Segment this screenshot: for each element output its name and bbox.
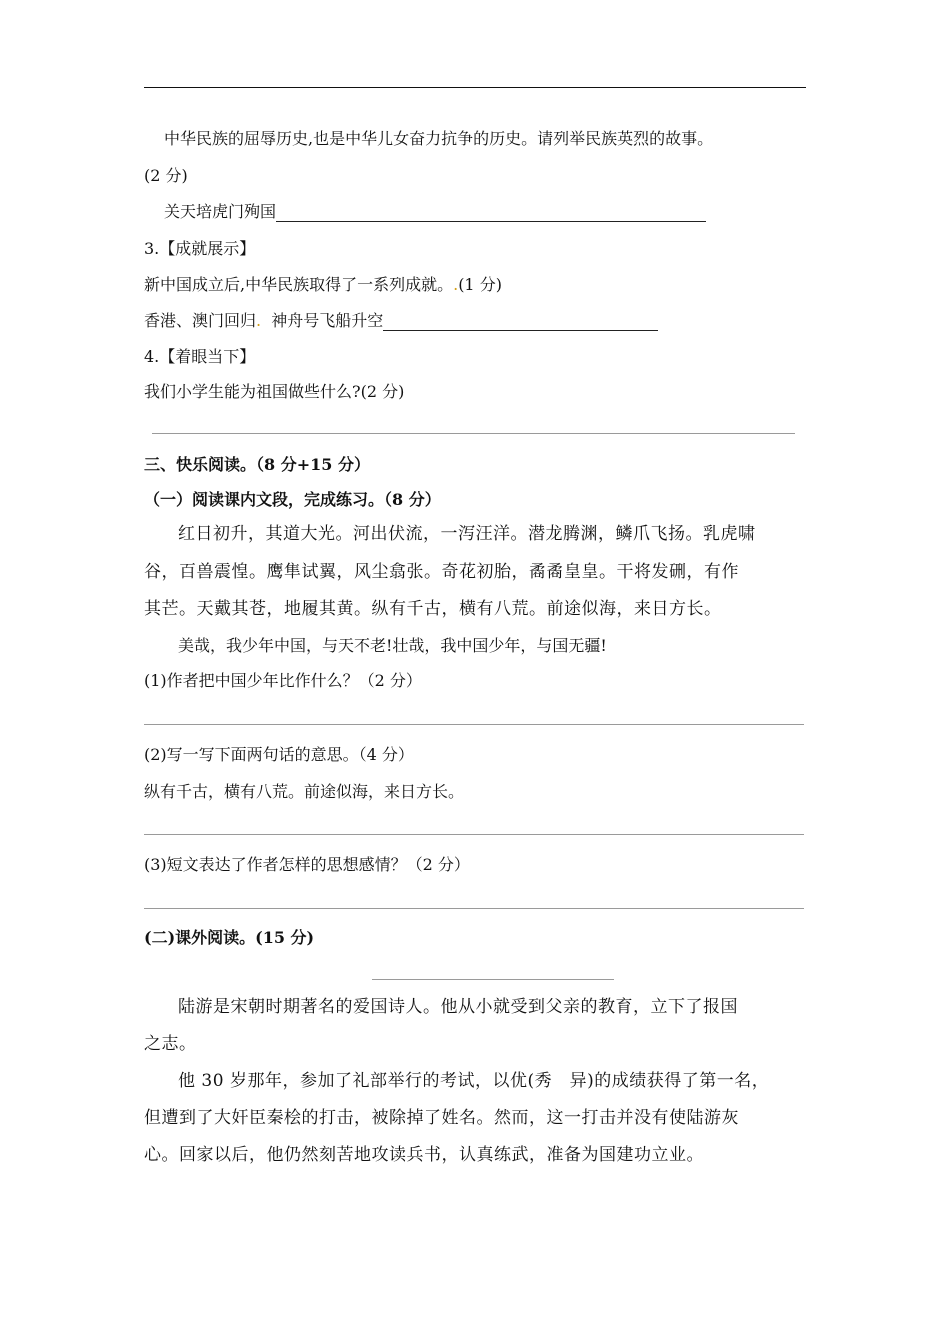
q3-heading: 3.【成就展示】 [144,239,256,258]
q2-example: 关天培虎门殉国 [164,202,277,221]
part1-q2-answer-line[interactable] [144,834,804,835]
passage-line-3: 其芒。天戴其苍，地履其黄。纵有千古，横有八荒。前途似海，来日方长。 [144,599,722,619]
passage-line-2: 谷，百兽震惶。鹰隼试翼，风尘翕张。奇花初胎，矞矞皇皇。干将发硎，有作 [144,562,739,582]
q2-points: (2 分) [144,166,188,185]
q3-prompt-line [144,275,502,295]
part2-title-blank[interactable] [372,979,614,980]
part1-q1: (1)作者把中国少年比作什么？（2 分） [144,671,422,690]
passage2-line-4: 但遭到了大奸臣秦桧的打击，被除掉了姓名。然而，这一打击并没有使陆游灰 [144,1108,739,1128]
passage2-line-5: 心。回家以后，他仍然刻苦地攻读兵书，认真练武，准备为国建功立业。 [144,1145,704,1165]
part1-q2-quote: 纵有千古，横有八荒。前途似海，来日方长。 [144,782,465,801]
q3-example-b: 神舟号飞船升空 [271,311,384,330]
q4-prompt: 我们小学生能为祖国做些什么?(2 分) [144,382,405,401]
passage-line-1: 红日初升，其道大光。河出伏流，一泻汪洋。潜龙腾渊，鳞爪飞扬。乳虎啸 [178,524,756,544]
q4-heading: 4.【着眼当下】 [144,347,256,366]
part1-q3: (3)短文表达了作者怎样的思想感情？（2 分） [144,855,470,874]
part1-q3-answer-line[interactable] [144,908,804,909]
q2-prompt: 中华民族的屈辱历史,也是中华儿女奋力抗争的历史。请列举民族英烈的故事。 [164,129,714,148]
part1-q1-answer-line[interactable] [144,724,804,725]
passage2-line-2: 之志。 [144,1034,197,1054]
q3-example-line [144,311,658,331]
q2-example-line [164,202,706,222]
q3-example-a: 香港、澳门回归 [144,311,257,330]
passage-line-4: 美哉，我少年中国，与天不老!壮哉，我中国少年，与国无疆! [178,636,607,655]
passage2-line-3: 他 30 岁那年，参加了礼部举行的考试，以优(秀 异)的成绩获得了第一名， [178,1071,770,1091]
q3-example-mark: . [256,311,262,330]
header-rule [144,87,806,88]
passage2-line-1: 陆游是宋朝时期著名的爱国诗人。他从小就受到父亲的教育，立下了报国 [178,997,738,1017]
q3-mark: . [453,275,459,294]
part1-title: （一）阅读课内文段，完成练习。（8 分） [144,490,441,509]
part1-q2: (2)写一写下面两句话的意思。（4 分） [144,745,414,764]
part2-title: (二)课外阅读。(15 分) [144,928,315,947]
q3-points: (1 分) [458,275,502,294]
section3-title: 三、快乐阅读。（8 分+15 分） [144,455,370,474]
q3-answer-blank[interactable] [383,312,658,331]
q2-answer-blank[interactable] [276,203,706,222]
q4-answer-line[interactable] [152,433,795,434]
q3-prompt: 新中国成立后,中华民族取得了一系列成就。 [144,275,454,294]
